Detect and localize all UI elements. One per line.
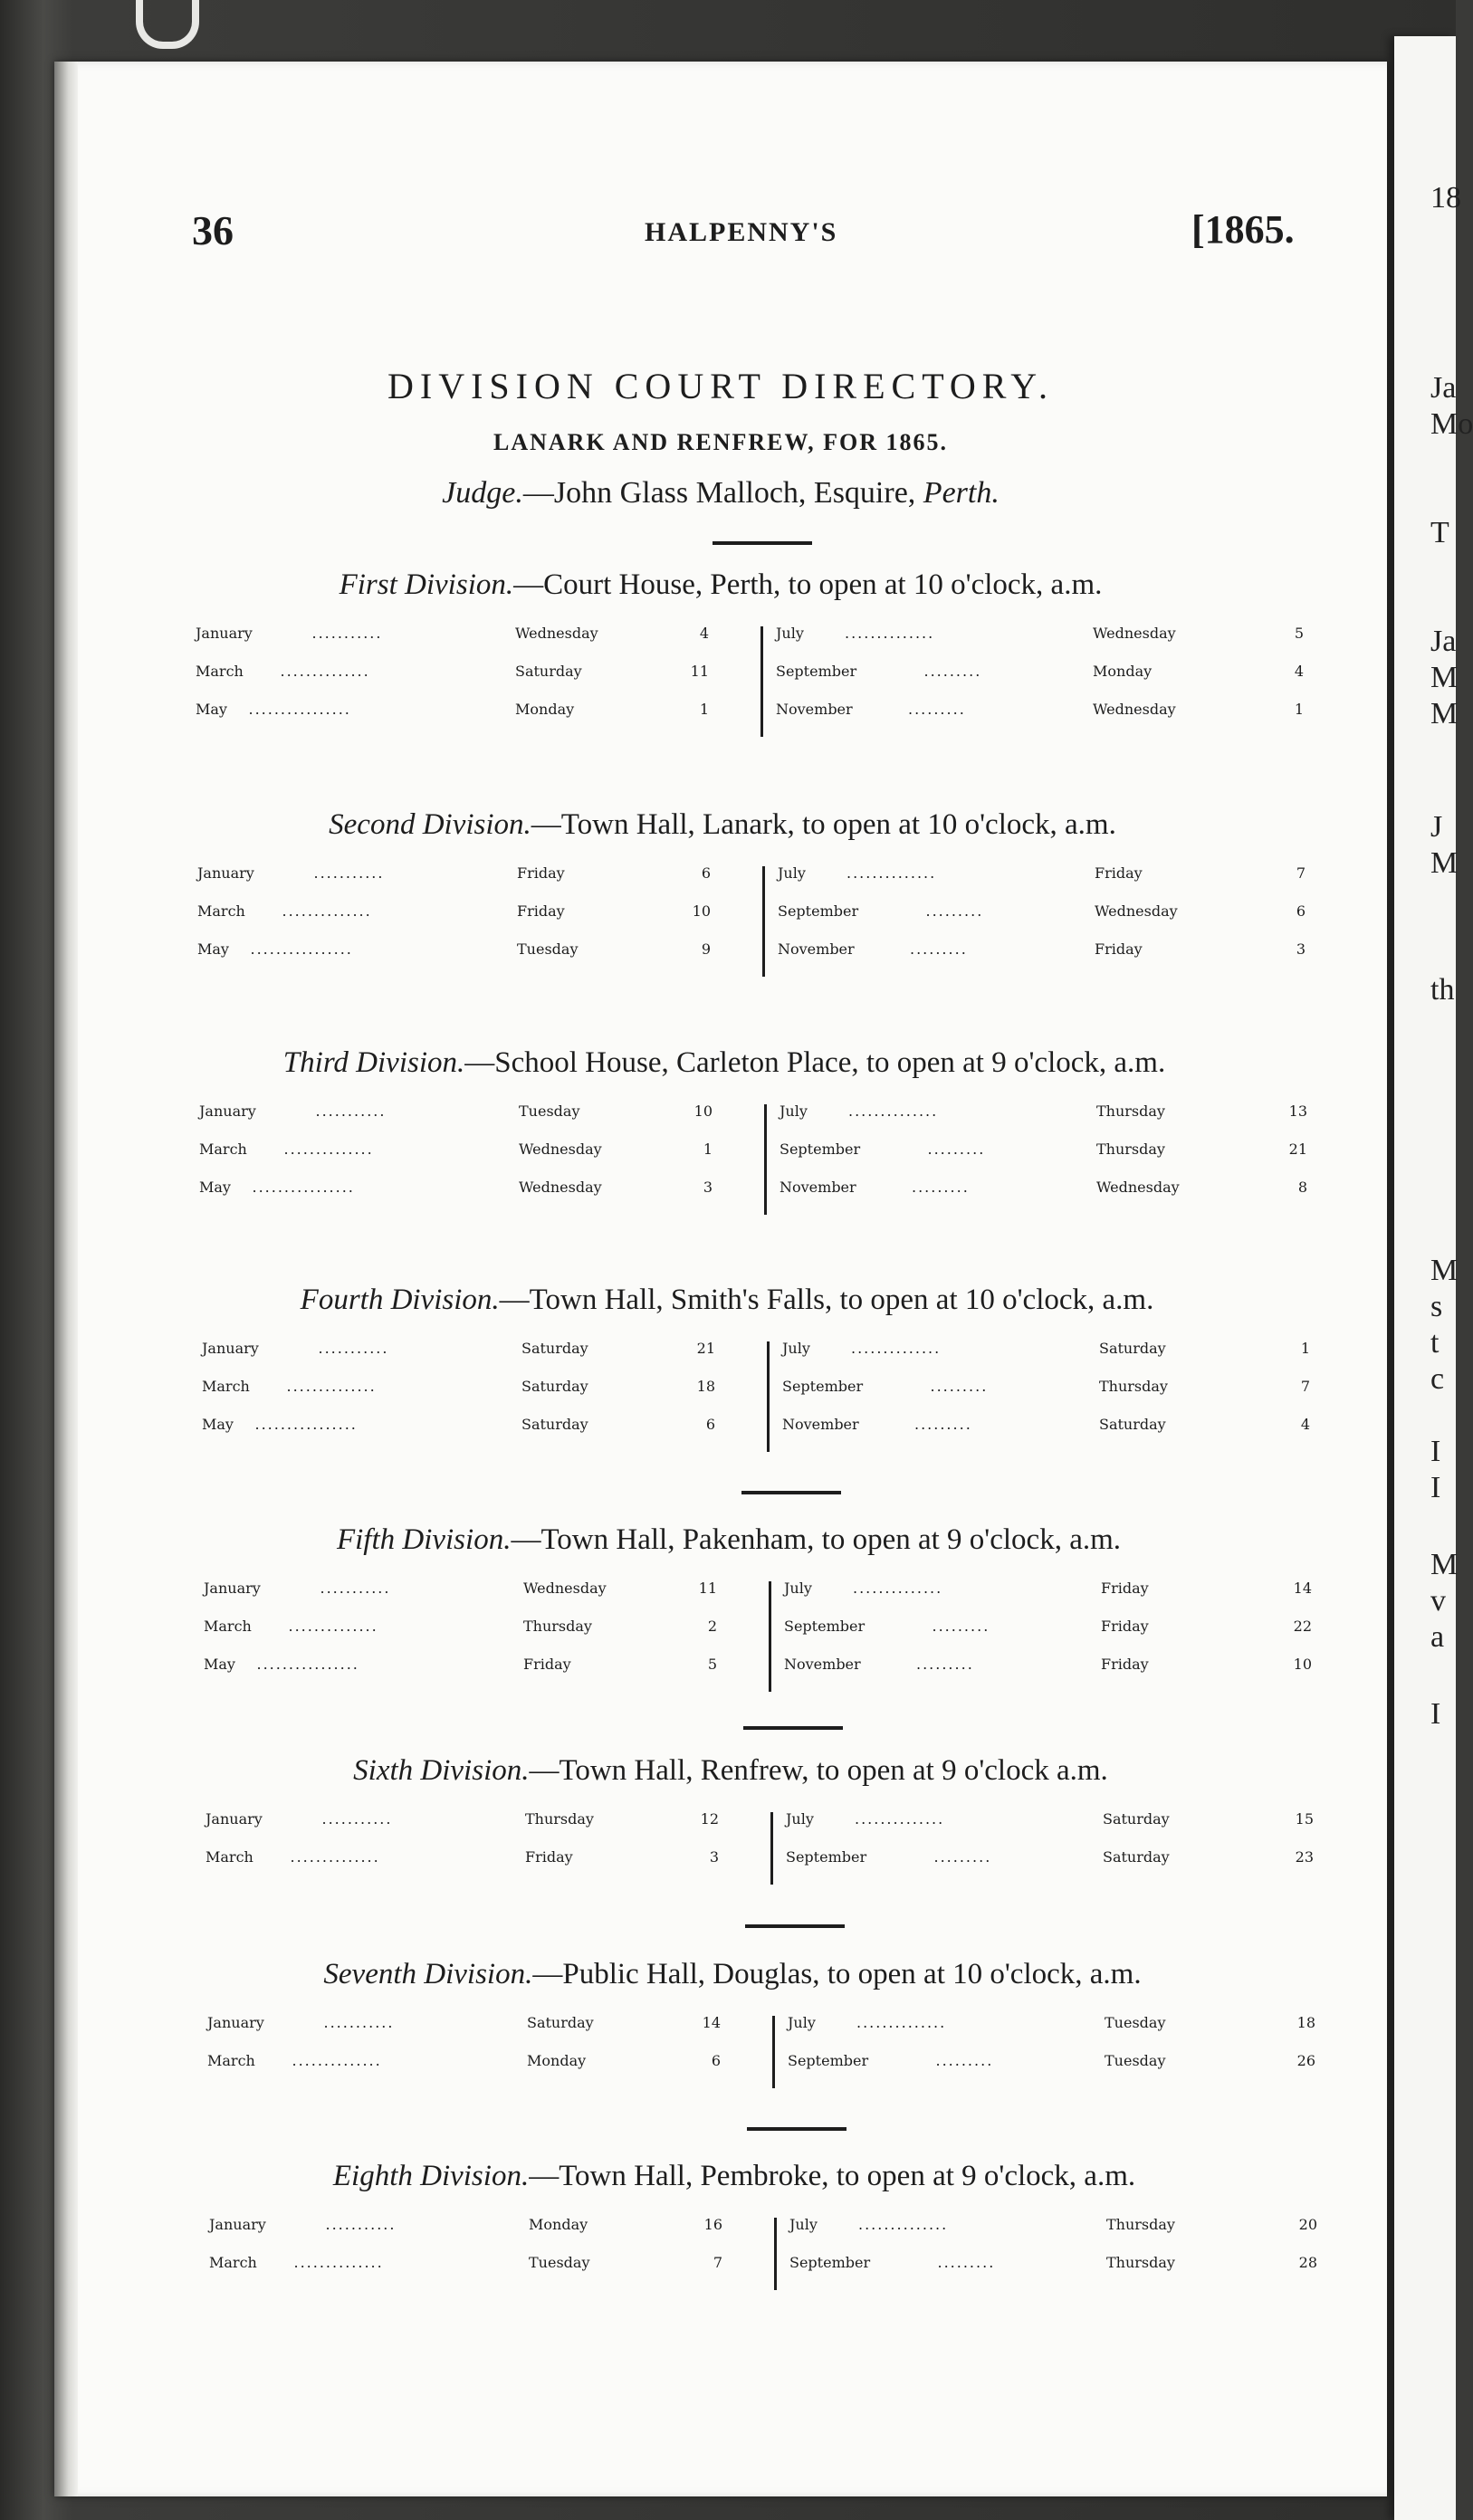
session-date: 7 <box>1296 864 1306 882</box>
right-session-row <box>54 1848 1387 1885</box>
division-heading <box>56 808 1389 842</box>
leader-dots: ........... <box>318 1340 389 1357</box>
book-page <box>54 62 1387 2496</box>
section-rule <box>745 1924 845 1928</box>
division-name: Sixth Division. <box>353 1754 530 1787</box>
next-page-fragment: I <box>1430 1697 1441 1731</box>
leader-dots: ......... <box>916 1656 974 1673</box>
judge-label: Judge. <box>442 476 523 510</box>
session-weekday: Thursday <box>1106 2254 1175 2271</box>
year-tag: [1865. <box>1191 207 1295 252</box>
session-date: 3 <box>709 1848 719 1866</box>
session-month: September <box>776 663 857 680</box>
session-weekday: Monday <box>527 2052 587 2069</box>
leader-dots: ......... <box>912 1179 970 1196</box>
session-date: 11 <box>698 1580 717 1597</box>
session-month: July <box>776 625 804 642</box>
next-page-fragment: J <box>1430 810 1443 844</box>
session-weekday: Thursday <box>1106 2216 1175 2233</box>
right-session-row <box>54 1340 1387 1376</box>
directory-subtitle: LANARK AND RENFREW, FOR 1865. <box>493 429 948 455</box>
session-month: January <box>202 1340 259 1357</box>
session-weekday: Friday <box>525 1848 573 1866</box>
right-session-row <box>54 1141 1387 1177</box>
session-weekday: Friday <box>1095 864 1143 882</box>
leader-dots: ........... <box>321 1810 393 1828</box>
session-weekday: Friday <box>517 902 565 920</box>
session-month: November <box>782 1416 859 1433</box>
leader-dots: ......... <box>933 1848 992 1866</box>
session-weekday: Tuesday <box>529 2254 590 2271</box>
column-divider <box>760 626 763 737</box>
session-date: 21 <box>696 1340 715 1357</box>
session-month: July <box>782 1340 810 1357</box>
division-location: —School House, Carleton Place, to open at 9 o'clock, a.m. <box>464 1046 1166 1079</box>
session-weekday: Tuesday <box>1105 2014 1166 2031</box>
session-weekday: Wednesday <box>523 1580 607 1597</box>
right-session-row <box>54 663 1387 699</box>
column-divider <box>774 2218 777 2290</box>
title-rule <box>713 541 812 545</box>
division-heading <box>66 1958 1399 1991</box>
leader-dots: .............. <box>853 1580 943 1597</box>
division-heading <box>64 1754 1397 1788</box>
leader-dots: ......... <box>930 1378 989 1395</box>
next-page-fragment: s <box>1430 1290 1443 1323</box>
session-date: 6 <box>711 2052 721 2069</box>
session-weekday: Tuesday <box>1105 2052 1166 2069</box>
session-weekday: Friday <box>1101 1656 1149 1673</box>
session-weekday: Wednesday <box>1096 1179 1180 1196</box>
session-date: 11 <box>690 663 709 680</box>
leader-dots: .............. <box>845 625 935 642</box>
session-month: July <box>784 1580 812 1597</box>
session-date: 13 <box>1288 1102 1307 1120</box>
session-month: September <box>788 2052 869 2069</box>
next-page-fragment: M <box>1430 1548 1459 1581</box>
division-heading <box>54 568 1387 602</box>
session-date: 23 <box>1295 1848 1314 1866</box>
session-date: 1 <box>1300 1340 1310 1357</box>
division-heading <box>62 1523 1395 1557</box>
session-weekday: Saturday <box>521 1378 588 1395</box>
session-weekday: Saturday <box>1099 1416 1166 1433</box>
right-session-row <box>54 701 1387 737</box>
session-weekday: Thursday <box>1096 1102 1165 1120</box>
session-month: November <box>778 940 855 958</box>
judge-name: —John Glass Malloch, Esquire, <box>522 476 923 510</box>
session-date: 16 <box>703 2216 722 2233</box>
session-weekday: Wednesday <box>515 625 598 642</box>
session-month: September <box>789 2254 871 2271</box>
session-date: 18 <box>1296 2014 1315 2031</box>
session-month: January <box>199 1102 256 1120</box>
session-weekday: Wednesday <box>1093 625 1176 642</box>
session-weekday: Wednesday <box>1095 902 1178 920</box>
division-name: Fourth Division. <box>300 1284 500 1316</box>
leader-dots: .............. <box>280 663 370 680</box>
session-month: May <box>199 1179 231 1196</box>
leader-dots: .............. <box>856 2014 947 2031</box>
session-date: 7 <box>1300 1378 1310 1395</box>
session-weekday: Thursday <box>1096 1141 1165 1158</box>
session-month: May <box>197 940 229 958</box>
leader-dots: ................ <box>254 1416 358 1433</box>
section-rule <box>747 2127 846 2131</box>
session-month: September <box>778 902 859 920</box>
session-month: September <box>782 1378 864 1395</box>
next-page-fragment: M <box>1430 1254 1459 1287</box>
right-session-row <box>54 2254 1387 2290</box>
session-weekday: Thursday <box>525 1810 594 1828</box>
session-weekday: Wednesday <box>1093 701 1176 718</box>
session-date: 3 <box>1296 940 1306 958</box>
leader-dots: ........... <box>325 2216 397 2233</box>
session-weekday: Monday <box>515 701 575 718</box>
leader-dots: ......... <box>935 2052 994 2069</box>
next-page-fragment: M <box>1430 846 1459 880</box>
session-month: March <box>206 1848 253 1866</box>
division-name: First Division. <box>339 568 514 601</box>
division-name: Second Division. <box>329 808 531 841</box>
leader-dots: ................ <box>250 940 353 958</box>
leader-dots: .............. <box>292 2052 382 2069</box>
session-month: July <box>778 864 806 882</box>
session-date: 22 <box>1293 1618 1312 1635</box>
session-date: 14 <box>1293 1580 1312 1597</box>
column-divider <box>772 2016 775 2088</box>
page-number: 36 <box>192 207 234 253</box>
session-month: May <box>202 1416 234 1433</box>
right-session-row <box>54 864 1387 901</box>
judge-line <box>54 476 1387 511</box>
session-date: 4 <box>1294 663 1304 680</box>
next-page-fragment: I <box>1430 1471 1441 1504</box>
leader-dots: ................ <box>248 701 351 718</box>
right-session-row <box>54 2052 1387 2088</box>
session-month: January <box>196 625 253 642</box>
column-divider <box>767 1341 770 1452</box>
session-weekday: Saturday <box>1103 1848 1170 1866</box>
session-date: 4 <box>1300 1416 1310 1433</box>
session-month: January <box>207 2014 264 2031</box>
leader-dots: .............. <box>288 1618 378 1635</box>
leader-dots: ........... <box>315 1102 387 1120</box>
right-session-row <box>54 2216 1387 2252</box>
session-month: May <box>196 701 227 718</box>
leader-dots: .............. <box>290 1848 380 1866</box>
section-rule <box>741 1491 841 1494</box>
session-month: September <box>786 1848 867 1866</box>
leader-dots: ......... <box>932 1618 990 1635</box>
leader-dots: ........... <box>320 1580 391 1597</box>
session-weekday: Saturday <box>521 1340 588 1357</box>
division-location: —Town Hall, Pembroke, to open at 9 o'clock, a.m. <box>529 2160 1136 2192</box>
session-month: September <box>784 1618 866 1635</box>
session-date: 1 <box>699 701 709 718</box>
session-month: March <box>209 2254 257 2271</box>
division-location: —Public Hall, Douglas, to open at 10 o'clock, a.m. <box>532 1958 1142 1990</box>
section-rule <box>743 1726 843 1730</box>
division-name: Fifth Division. <box>336 1523 512 1556</box>
session-weekday: Wednesday <box>519 1179 602 1196</box>
division-heading <box>68 2160 1401 2193</box>
session-date: 6 <box>705 1416 715 1433</box>
leader-dots: .............. <box>293 2254 384 2271</box>
right-session-row <box>54 1378 1387 1414</box>
session-date: 15 <box>1295 1810 1314 1828</box>
session-date: 10 <box>1293 1656 1312 1673</box>
next-page-fragment: I <box>1430 1435 1441 1468</box>
session-date: 9 <box>701 940 711 958</box>
leader-dots: .............. <box>851 1340 942 1357</box>
session-month: November <box>780 1179 856 1196</box>
right-session-row <box>54 1810 1387 1847</box>
leader-dots: ......... <box>910 940 968 958</box>
session-weekday: Friday <box>517 864 565 882</box>
session-weekday: Monday <box>529 2216 588 2233</box>
right-session-row <box>54 625 1387 661</box>
division-location: —Court House, Perth, to open at 10 o'clock, a.m. <box>513 568 1103 601</box>
leader-dots: .............. <box>848 1102 939 1120</box>
session-date: 10 <box>692 902 711 920</box>
session-month: March <box>199 1141 247 1158</box>
column-divider <box>764 1104 767 1215</box>
leader-dots: ................ <box>252 1179 355 1196</box>
session-weekday: Thursday <box>1099 1378 1168 1395</box>
session-month: September <box>780 1141 861 1158</box>
next-page-fragment: Mo <box>1430 407 1473 441</box>
next-page-edge <box>1394 36 1473 2520</box>
leader-dots: .............. <box>283 1141 374 1158</box>
leader-dots: ......... <box>927 1141 986 1158</box>
session-weekday: Friday <box>523 1656 571 1673</box>
leader-dots: ........... <box>313 864 385 882</box>
division-heading <box>58 1046 1391 1080</box>
session-date: 21 <box>1288 1141 1307 1158</box>
right-session-row <box>54 1416 1387 1452</box>
column-divider <box>770 1812 773 1885</box>
session-date: 5 <box>707 1656 717 1673</box>
next-page-fragment: M <box>1430 697 1459 730</box>
session-date: 10 <box>693 1102 713 1120</box>
session-weekday: Wednesday <box>519 1141 602 1158</box>
page-content <box>54 62 1387 2496</box>
division-heading <box>61 1284 1393 1317</box>
session-date: 1 <box>703 1141 713 1158</box>
session-month: July <box>788 2014 816 2031</box>
division-location: —Town Hall, Pakenham, to open at 9 o'clock, a.m. <box>511 1523 1122 1556</box>
session-month: January <box>209 2216 266 2233</box>
session-date: 6 <box>701 864 711 882</box>
next-page-fragment: c <box>1430 1362 1445 1396</box>
session-date: 7 <box>713 2254 722 2271</box>
session-date: 20 <box>1298 2216 1317 2233</box>
session-date: 6 <box>1296 902 1306 920</box>
session-weekday: Saturday <box>527 2014 594 2031</box>
session-date: 28 <box>1298 2254 1317 2271</box>
session-weekday: Friday <box>1101 1618 1149 1635</box>
next-page-fragment: th <box>1430 973 1455 1007</box>
binding-clip <box>136 0 199 49</box>
session-date: 8 <box>1297 1179 1307 1196</box>
session-weekday: Tuesday <box>517 940 579 958</box>
next-page-fragment: T <box>1430 516 1449 549</box>
session-date: 3 <box>703 1179 713 1196</box>
session-month: January <box>204 1580 261 1597</box>
session-month: July <box>789 2216 818 2233</box>
session-month: March <box>207 2052 255 2069</box>
session-month: March <box>204 1618 252 1635</box>
division-name: Seventh Division. <box>323 1958 533 1990</box>
right-session-row <box>54 1102 1387 1139</box>
session-weekday: Tuesday <box>519 1102 580 1120</box>
right-session-row <box>54 1580 1387 1616</box>
right-session-row <box>54 1656 1387 1692</box>
division-location: —Town Hall, Renfrew, to open at 9 o'clock a.m. <box>529 1754 1108 1787</box>
session-weekday: Monday <box>1093 663 1153 680</box>
session-date: 1 <box>1294 701 1304 718</box>
leader-dots: ......... <box>923 663 982 680</box>
division-name: Eighth Division. <box>332 2160 530 2192</box>
session-date: 12 <box>700 1810 719 1828</box>
session-month: March <box>202 1378 250 1395</box>
next-page-fragment: a <box>1430 1620 1445 1654</box>
session-month: July <box>780 1102 808 1120</box>
session-date: 4 <box>699 625 709 642</box>
next-page-fragment: v <box>1430 1584 1446 1618</box>
next-page-fragment: Ja <box>1430 625 1457 658</box>
next-page-fragment: M <box>1430 661 1459 694</box>
session-date: 26 <box>1296 2052 1315 2069</box>
session-month: January <box>206 1810 263 1828</box>
session-date: 5 <box>1294 625 1304 642</box>
leader-dots: ........... <box>323 2014 395 2031</box>
judge-place: Perth. <box>923 476 1000 510</box>
session-month: March <box>196 663 244 680</box>
column-divider <box>769 1581 771 1692</box>
division-location: —Town Hall, Lanark, to open at 10 o'clock, a.m. <box>531 808 1116 841</box>
session-weekday: Thursday <box>523 1618 592 1635</box>
directory-title: DIVISION COURT DIRECTORY. <box>387 366 1054 406</box>
right-session-row <box>54 1179 1387 1215</box>
leader-dots: .............. <box>858 2216 949 2233</box>
session-month: May <box>204 1656 235 1673</box>
session-month: January <box>197 864 254 882</box>
session-month: March <box>197 902 245 920</box>
session-weekday: Saturday <box>521 1416 588 1433</box>
session-weekday: Friday <box>1095 940 1143 958</box>
leader-dots: .............. <box>846 864 937 882</box>
next-page-fragment: Ja <box>1430 371 1457 405</box>
column-divider <box>762 866 765 977</box>
session-month: November <box>784 1656 861 1673</box>
session-month: July <box>786 1810 814 1828</box>
session-date: 14 <box>702 2014 721 2031</box>
session-date: 18 <box>696 1378 715 1395</box>
session-weekday: Saturday <box>1099 1340 1166 1357</box>
session-date: 2 <box>707 1618 717 1635</box>
division-name: Third Division. <box>282 1046 465 1079</box>
leader-dots: .............. <box>286 1378 377 1395</box>
right-session-row <box>54 1618 1387 1654</box>
session-weekday: Saturday <box>1103 1810 1170 1828</box>
next-page-fragment: 18 <box>1430 181 1461 215</box>
right-session-row <box>54 2014 1387 2050</box>
session-weekday: Saturday <box>515 663 582 680</box>
leader-dots: ......... <box>925 902 984 920</box>
right-session-row <box>54 940 1387 977</box>
leader-dots: .............. <box>282 902 372 920</box>
leader-dots: .............. <box>855 1810 945 1828</box>
leader-dots: ......... <box>914 1416 972 1433</box>
leader-dots: ......... <box>937 2254 996 2271</box>
leader-dots: ......... <box>908 701 966 718</box>
next-page-fragment: t <box>1430 1326 1440 1360</box>
session-month: November <box>776 701 853 718</box>
right-session-row <box>54 902 1387 939</box>
leader-dots: ........... <box>311 625 383 642</box>
running-title: HALPENNY'S <box>645 217 838 247</box>
session-weekday: Friday <box>1101 1580 1149 1597</box>
division-location: —Town Hall, Smith's Falls, to open at 10 o'clock, a.m. <box>499 1284 1154 1316</box>
leader-dots: ................ <box>256 1656 359 1673</box>
